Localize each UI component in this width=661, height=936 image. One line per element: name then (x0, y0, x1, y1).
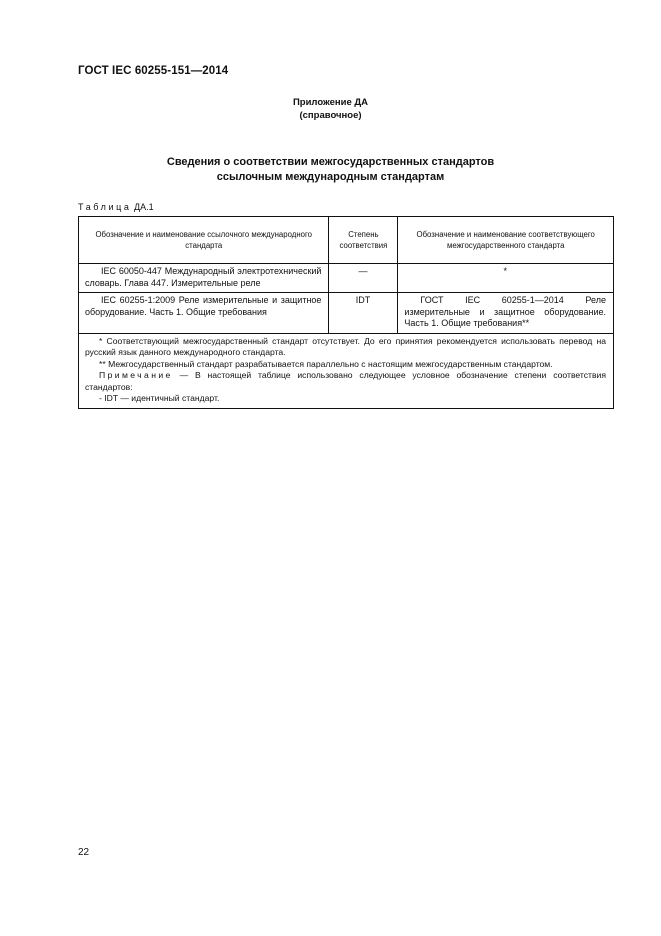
table-caption-number: ДА.1 (134, 202, 154, 212)
header-interstate-standard: Обозначение и наименование соответствующего межгосударственного стандарта (398, 217, 614, 264)
row-intl-standard: IEC 60050-447 Международный электротехнический словарь. Глава 447. Измерительные реле (79, 264, 329, 293)
annex-label: Приложение ДА (292, 97, 369, 108)
annex-sublabel: (справочное) (299, 110, 362, 121)
table-row (79, 293, 614, 334)
table-notes (79, 333, 614, 408)
table-row (79, 264, 614, 293)
correspondence-table (78, 216, 614, 409)
annex-heading (0, 96, 661, 122)
header-degree: Степень соответствия (329, 217, 398, 264)
row-intl-standard: IEC 60255-1:2009 Реле измерительные и защитное оборудование. Часть 1. Общие требования (79, 293, 329, 334)
annex-title-line1: Сведения о соответствии межгосударственных стандартов (166, 156, 495, 168)
annex-title (0, 155, 661, 185)
row-interstate-standard: * (398, 264, 614, 293)
footnote-double-star: ** Межгосударственный стандарт разрабатывается параллельно с настоящим межгосударственным стандартом. (99, 358, 553, 369)
table-caption (78, 202, 154, 212)
row-degree: IDT (329, 293, 398, 334)
document-code: ГОСТ IEC 60255-151—2014 (78, 65, 229, 77)
page-number: 22 (78, 847, 90, 858)
note-idt-definition: - IDT — идентичный стандарт. (99, 393, 220, 403)
table-notes-row (79, 333, 614, 408)
row-interstate-standard: ГОСТ IEC 60255-1—2014 Реле измерительные и защитное оборудование. Часть 1. Общие требования** (398, 293, 614, 334)
footnote-single-star: * Соответствующий межгосударственный стандарт отсутствует. До его принятия рекомендуется использовать перевод на русский язык данного международного стандарта. (85, 335, 606, 357)
note-label: Примечание (99, 370, 173, 380)
header-intl-standard: Обозначение и наименование ссылочного международного стандарта (79, 217, 329, 264)
note-text: — В настоящей таблице использовано следующее условное обозначение степени соответствия стандартов: (85, 370, 606, 392)
annex-title-line2: ссылочным международным стандартам (216, 171, 445, 183)
row-degree: — (329, 264, 398, 293)
table-header-row (79, 217, 614, 264)
table-caption-word: Таблица (78, 202, 132, 212)
table-note (85, 370, 606, 393)
